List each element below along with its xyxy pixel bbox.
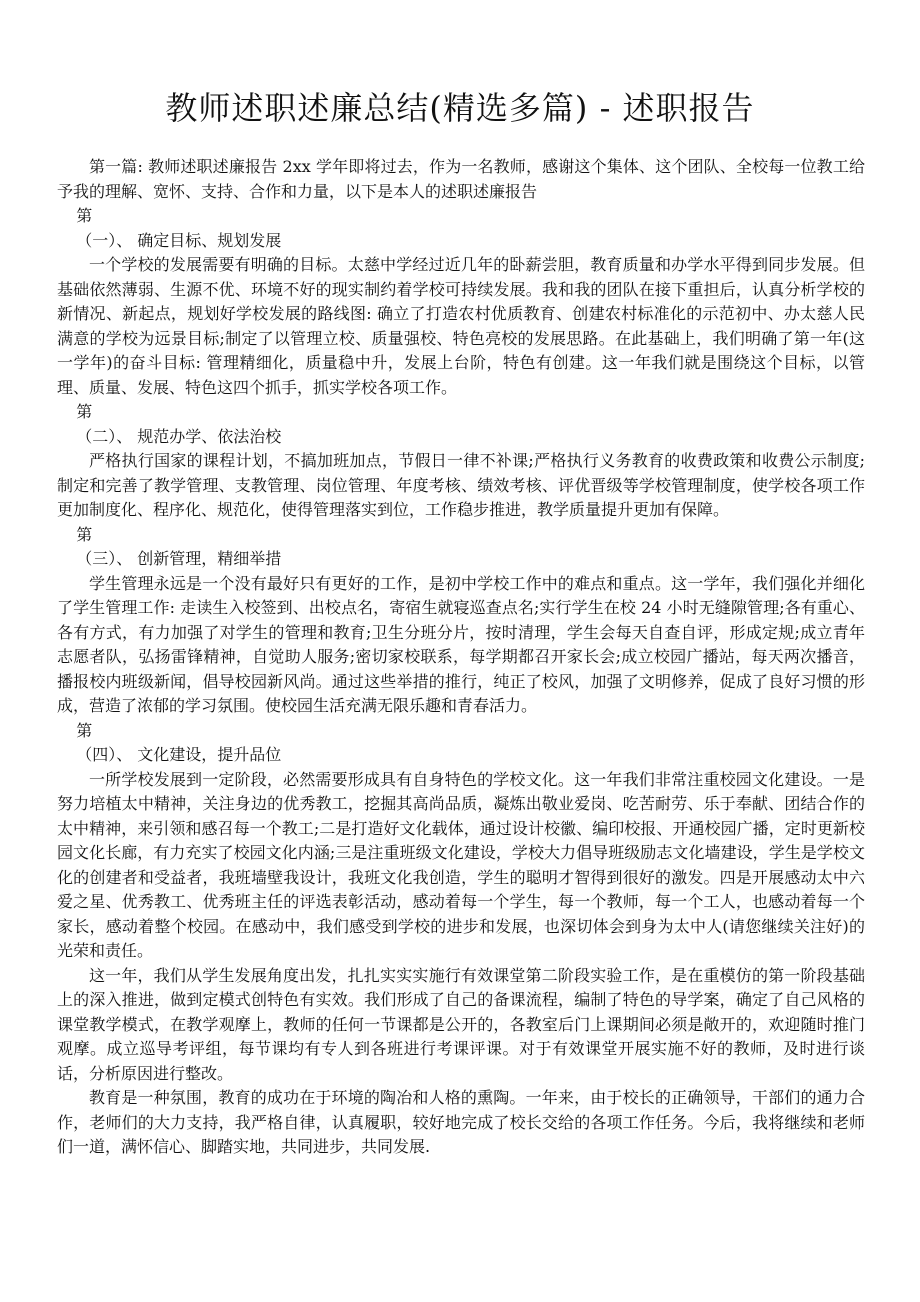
closing-paragraph: 这一年，我们从学生发展角度出发，扎扎实实实施行有效课堂第二阶段实验工作，是在重模仿的第一阶段基础上的深入推进，做到定模式创特色有实效。我们形成了自己的备课流程，编制了特色的导学案，确定了自己风格的课堂教学模式，在教学观摩上，教师的任何一节课都是公开的，各教室后门上课期间必须是敞开的，欢迎随时推门观摩。成立巡导考评组，每节课均有专人到各班进行考课评课。对于有效课堂开展实施不好的教师，及时进行谈话，分析原因进行整改。 (57, 965, 865, 1083)
section-heading: （一）、 确定目标、规划发展 (76, 230, 282, 250)
intro-paragraph: 第一篇: 教师述职述廉报告 2xx 学年即将过去，作为一名教师，感谢这个集体、这个团队、全校每一位教工给予我的理解、宽怀、支持、合作和力量，以下是本人的述职述廉报告 (57, 157, 865, 201)
section-heading: （四）、 文化建设，提升品位 (76, 745, 282, 764)
section-paragraph: 学生管理永远是一个没有最好只有更好的工作，是初中学校工作中的难点和重点。这一学年，我们强化并细化了学生管理工作: 走读生入校签到、出校点名，寄宿生就寝巡查点名;实行学生在校 24 小时无缝隙管理;各有重心、各有方式，有力加强了对学生的管理和教育;卫生分班分片，按时清理，学生会每天自查自评，形成定规;成立青年志愿者队，弘扬雷锋精神，自觉助人服务;密切家校联系，每学期都召开家长会;成立校园广播站，每天两次播音，播报校内班级新闻，倡导校园新风尚。通过这些举措的推行，纯正了校风，加强了文明修养，促成了良好习惯的形成，营造了浓郁的学习氛围。使校园生活充满无限乐趣和青春活力。 (57, 573, 865, 715)
document-title: 教师述职述廉总结(精选多篇) - 述职报告 (165, 89, 755, 127)
section-heading: （二）、 规范办学、依法治校 (76, 426, 282, 446)
section-marker: 第 (76, 206, 93, 225)
section-paragraph: 一个学校的发展需要有明确的目标。太慈中学经过近几年的卧薪尝胆，教育质量和办学水平得到同步发展。但基础依然薄弱、生源不优、环境不好的现实制约着学校可持续发展。我和我的团队在接下重担后，认真分析学校的新情况、新起点，规划好学校发展的路线图: 确立了打造农村优质教育、创建农村标准化的示范初中、办太慈人民满意的学校为远景目标;制定了以管理立校、质量强校、特色亮校的发展思路。在此基础上，我们明确了第一年(这一学年)的奋斗目标: 管理精细化，质量稳中升，发展上台阶，特色有创建。这一年我们就是围绕这个目标，以管理、质量、发展、特色这四个抓手，抓实学校各项工作。 (57, 255, 865, 397)
section-marker: 第 (76, 720, 93, 740)
section-paragraph: 一所学校发展到一定阶段，必然需要形成具有自身特色的学校文化。这一年我们非常注重校园文化建设。一是努力培植太中精神，关注身边的优秀教工，挖掘其高尚品质，凝炼出敬业爱岗、吃苦耐劳、乐于奉献、团结合作的太中精神，来引领和感召每一个教工;二是打造好文化载体，通过设计校徽、编印校报、开通校园广播，定时更新校园文化长廊，有力充实了校园文化内涵;三是注重班级文化建设，学校大力倡导班级励志文化墙建设，学生是学校文化的创建者和受益者，我班墙壁我设计，我班文化我创造，学生的聪明才智得到很好的激发。四是开展感动太中六爱之星、优秀教工、优秀班主任的评选表彰活动，感动着每一个学生，每一个教师，每一个工人，也感动着每一个家长，感动着整个校园。在感动中，我们感受到学校的进步和发展，也深切体会到身为太中人(请您继续关注好)的光荣和责任。 (57, 769, 865, 960)
section-marker: 第 (76, 524, 93, 544)
section-marker: 第 (76, 402, 93, 421)
section-heading: （三）、 创新管理，精细举措 (76, 549, 282, 568)
section-paragraph: 严格执行国家的课程计划，不搞加班加点，节假日一律不补课;严格执行义务教育的收费政策和收费公示制度;制定和完善了教学管理、支教管理、岗位管理、年度考核、绩效考核、评优晋级等学校管理制度，使学校各项工作更加制度化、程序化、规范化，使得管理落实到位，工作稳步推进，教学质量提升更加有保障。 (57, 451, 865, 519)
closing-paragraph: 教育是一种氛围，教育的成功在于环境的陶冶和人格的熏陶。一年来，由于校长的正确领导，干部们的通力合作，老师们的大力支持，我严格自律，认真履职，较好地完成了校长交给的各项工作任务。今后，我将继续和老师们一道，满怀信心、脚踏实地，共同进步，共同发展. (57, 1088, 865, 1156)
document-body (57, 155, 865, 1160)
